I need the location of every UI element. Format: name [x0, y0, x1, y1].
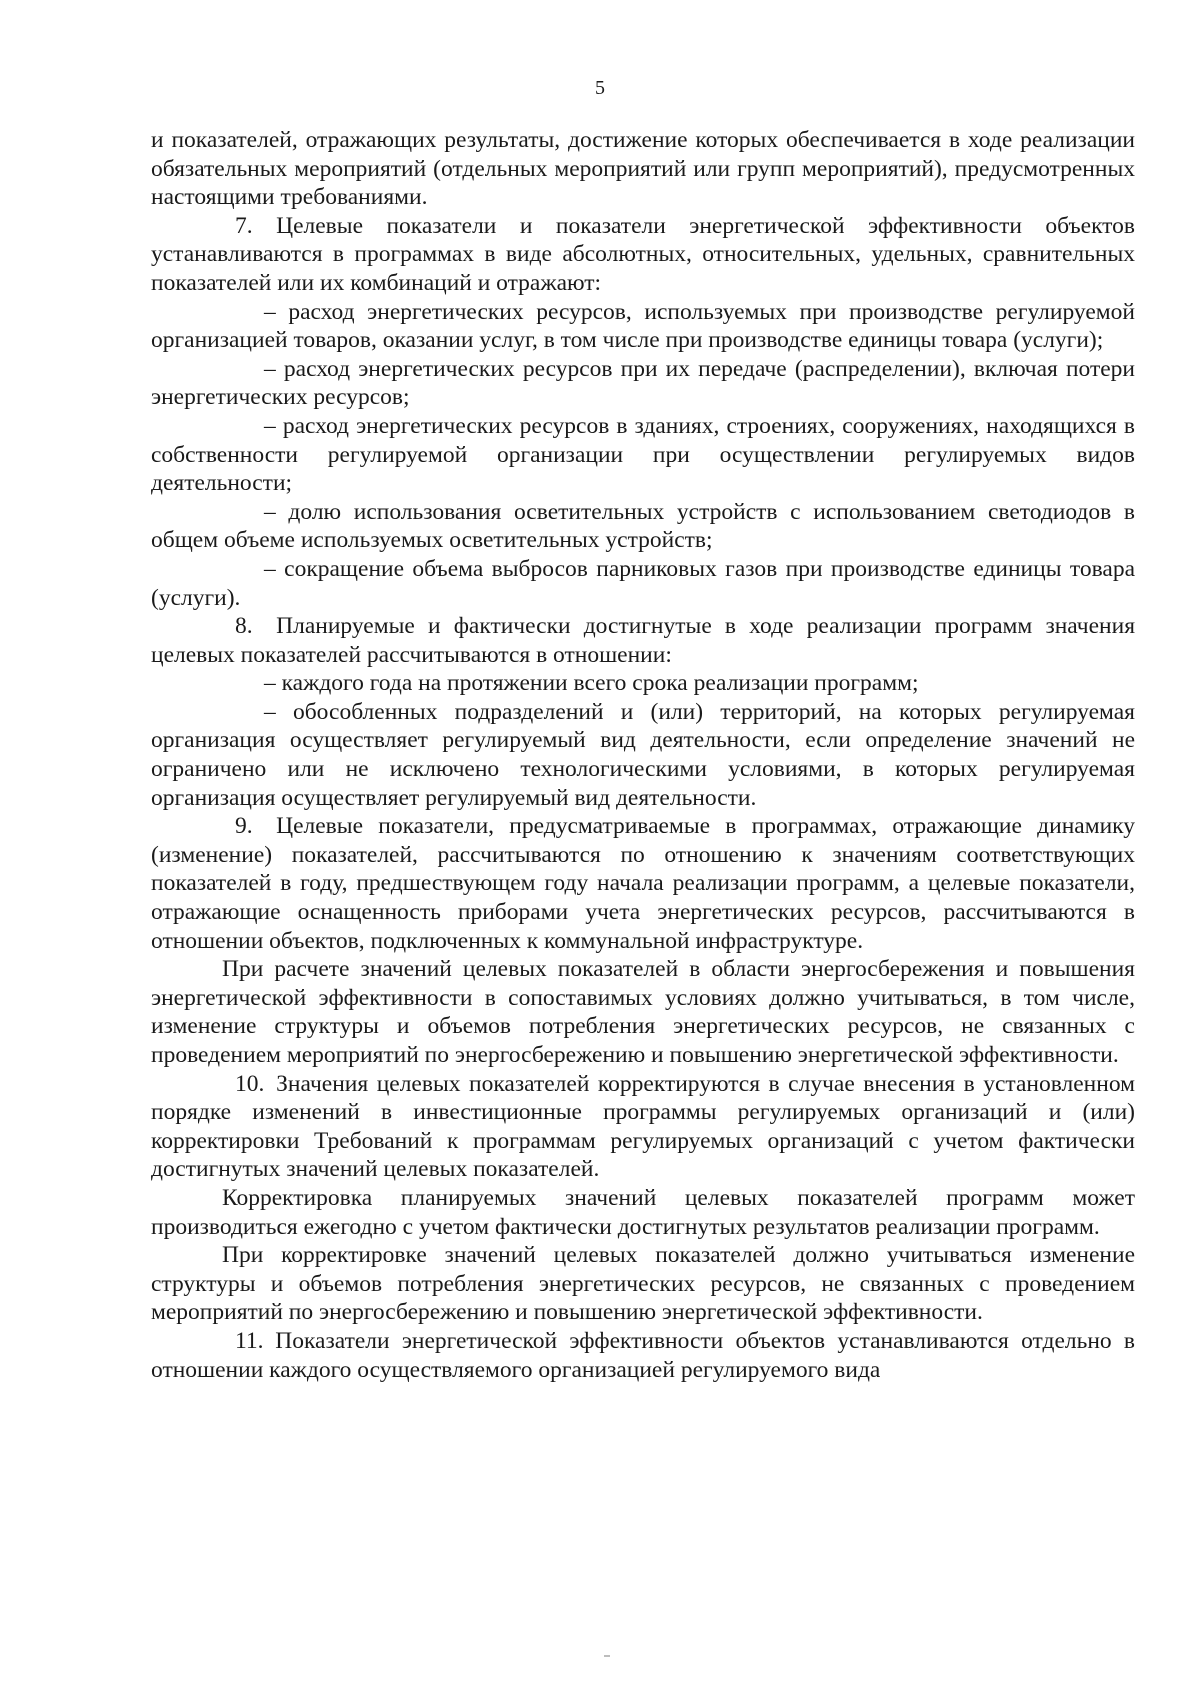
list-item-dash: – расход энергетических ресурсов в зданиях, строениях, сооружениях, находящихся в собственности регулируемой организации при осуществлении регулируемых видов деятельности; — [151, 412, 1135, 497]
list-item-dash: – расход энергетических ресурсов, используемых при производстве регулируемой организацией товаров, оказании услуг, в том числе при производстве единицы товара (услуги); — [151, 298, 1135, 354]
paragraph: При корректировке значений целевых показателей должно учитываться изменение структуры и объемов потребления энергетических ресурсов, не связанных с проведением мероприятий по энергосбережению и повышению энергетической эффективности. — [151, 1242, 1135, 1326]
list-item-dash: – расход энергетических ресурсов при их передаче (распределении), включая потери энергетических ресурсов; — [151, 355, 1135, 411]
page-number: 5 — [595, 77, 605, 99]
paragraph-item-8: 8. Планируемые и фактически достигнутые в ходе реализации программ значения целевых показателей рассчитываются в отношении: — [151, 613, 1135, 668]
list-item-dash: – сокращение объема выбросов парниковых газов при производстве единицы товара (услуги). — [151, 555, 1135, 611]
paragraph-continuation: и показателей, отражающих результаты, достижение которых обеспечивается в ходе реализации обязательных мероприятий (отдельных мероприятий или групп мероприятий), предусмотренных настоящими требованиями. — [151, 127, 1135, 211]
paragraph-item-10: 10. Значения целевых показателей корректируются в случае внесения в установленном порядке изменений в инвестиционные программы регулируемых организаций и (или) корректировки Требований к программам регулируемых организаций с учетом фактически достигнутых значений целевых показателей. — [151, 1070, 1135, 1183]
document-body — [151, 126, 1135, 1384]
list-item-dash: – обособленных подразделений и (или) территорий, на которых регулируемая организация осуществляет регулируемый вид деятельности, если определение значений не ограничено или не исключено технологическими условиями, в которых регулируемая организация осуществляет регулируемый вид деятельности. — [151, 698, 1135, 811]
paragraph-item-11: 11. Показатели энергетической эффективности объектов устанавливаются отдельно в отношении каждого осуществляемого организацией регулируемого вида — [151, 1327, 1135, 1383]
list-item-dash: – каждого года на протяжении всего срока реализации программ; — [264, 670, 919, 697]
paragraph: Корректировка планируемых значений целевых показателей программ может производиться ежегодно с учетом фактически достигнутых результатов реализации программ. — [151, 1184, 1135, 1240]
paragraph-item-9: 9. Целевые показатели, предусматриваемые в программах, отражающие динамику (изменение) показателей, рассчитываются по отношению к значениям соответствующих показателей в году, предшествующем году начала реализации программ, а целевые показатели, отражающие оснащенность приборами учета энергетических ресурсов, рассчитываются в отношении объектов, подключенных к коммунальной инфраструктуре. — [151, 813, 1135, 954]
paragraph: При расчете значений целевых показателей в области энергосбережения и повышения энергетической эффективности в сопоставимых условиях должно учитываться, в том числе, изменение структуры и объемов потребления энергетических ресурсов, не связанных с проведением мероприятий по энергосбережению и повышению энергетической эффективности. — [151, 956, 1135, 1068]
list-item-dash: – долю использования осветительных устройств с использованием светодиодов в общем объеме используемых осветительных устройств; — [151, 498, 1135, 554]
paragraph-item-7: 7. Целевые показатели и показатели энергетической эффективности объектов устанавливаются в программах в виде абсолютных, относительных, удельных, сравнительных показателей или их комбинаций и отражают: — [151, 212, 1135, 296]
scan-speck — [604, 1655, 610, 1657]
